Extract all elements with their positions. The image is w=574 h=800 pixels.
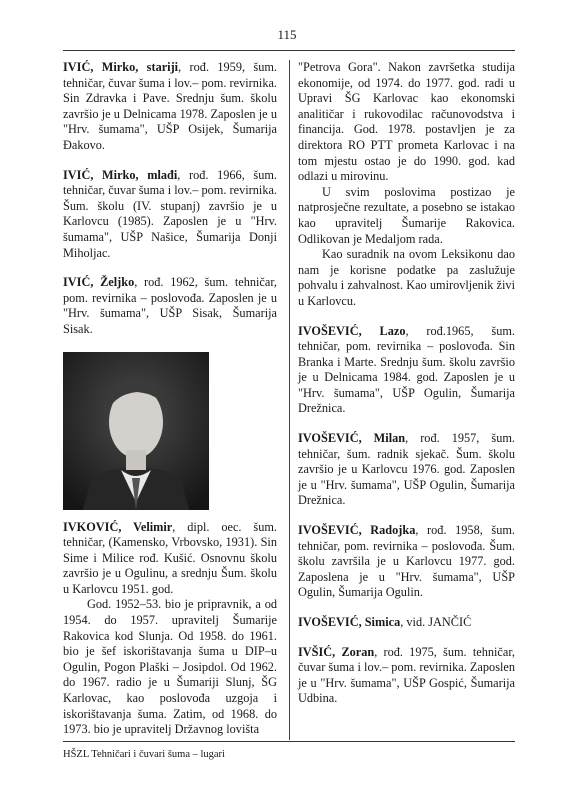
entry-ivosevic-radojka	[298, 523, 515, 601]
entry-body: , rođ.1965, šum. tehničar, pom. revirnika – poslovođa. Sin Branka i Marte. Srednju šum. školu završio je u Delnicama 1984. god. Zaposlen je u "Hrv. šumama", UŠP Ogulin, Šumarija Drežnica.	[298, 323, 515, 416]
paragraph: U svim poslovima postizao je natprosječne rezultate, a posebno se istakao kao upravitelj Šumarije Rakovica. Odlikovan je Medaljom rada.	[298, 184, 515, 246]
footer-rule	[63, 741, 515, 742]
entry-ivosevic-simica	[298, 615, 515, 631]
entry-ivkovic-velimir	[63, 520, 277, 738]
entry-heading: IVIĆ, Željko	[63, 275, 135, 290]
entry-heading: IVOŠEVIĆ, Milan	[298, 431, 406, 446]
portrait-image	[63, 352, 209, 510]
entry-heading: IVOŠEVIĆ, Radojka	[298, 523, 416, 538]
entry-body: , dipl. oec. šum. tehničar, (Kamensko, Vrbovsko, 1931). Sin Sime i Milice rođ. Kušić. Osnovnu školu završio je u Ogulinu, a srednju Šum. školu u Karlovcu 1951. god.	[63, 519, 277, 596]
page-number: 115	[277, 27, 297, 42]
entry-body: , rođ. 1962, šum. tehničar, pom. revirnika – poslovođa. Zaposlen je u "Hrv. šumama", UŠP Sisak, Šumarija Sisak.	[63, 275, 277, 336]
entry-heading: IVŠIĆ, Zoran	[298, 644, 375, 659]
entry-heading: IVIĆ, Mirko, mlađi	[63, 167, 178, 182]
footer-text: HŠZL Tehničari i čuvari šuma – lugari	[63, 749, 225, 760]
right-column	[298, 60, 515, 721]
paragraph: "Petrova Gora". Nakon završetka studija ekonomije, od 1974. do 1977. god. radi u Upravi ŠG Karlovac kao ekonomski analitičar i rukovodilac računovodstva i financija. God. 1978. postavljen je za direktora RO PTT prometa Karlovac i na tom mjestu ostao je do 1990. god. kad odlazi u mirovinu.	[298, 60, 515, 184]
portrait-photo	[63, 352, 209, 510]
column-divider	[289, 60, 290, 740]
entry-ivkovic-velimir-continued	[298, 60, 515, 310]
entry-body-continued: God. 1952–53. bio je pripravnik, a od 1954. do 1957. upravitelj Šumarije Rakovica kod Slunja. Od 1958. do 1961. bio je šef iskorištavanja šuma u DIP–u Ogulin, Pogon Plaški – Josipdol. Od 1962. do 1967. radio je u Šumariji Slunj, ŠG Karlovac, kao poslovođa uzgoja i iskorištavanja šuma. Zatim, od 1968. do 1973. bio je upravitelj Državnog lovišta	[63, 597, 277, 737]
left-column	[63, 60, 277, 752]
entry-ivic-zeljko	[63, 275, 277, 337]
entry-heading: IVIĆ, Mirko, stariji	[63, 60, 179, 74]
paragraph: Kao suradnik na ovom Leksikonu dao nam je korisne podatke pa zaslužuje pohvalu i zahvalnost. Kao umirovljenik živi u Karlovcu.	[298, 247, 515, 308]
entry-ivosevic-milan	[298, 431, 515, 509]
entry-heading: IVOŠEVIĆ, Simica	[298, 615, 401, 629]
entry-ivsic-zoran	[298, 645, 515, 707]
entry-body: , rođ. 1957, šum. tehničar, šum. radnik sjekač. Šum. školu završio je u Karlovcu 1976. god. Zaposlen je u "Hrv. šumama", UŠP Ogulin, Šumarija Drežnica.	[298, 431, 515, 508]
entry-body: , rođ. 1958, šum. tehničar, pom. revirnika – poslovođa. Šum. školu završila je u Karlovcu 1977. god. Zaposlena je u "Hrv. šumama", UŠP Ogulin, Šumarija Ogulin.	[298, 523, 515, 600]
entry-heading: IVKOVIĆ, Velimir	[63, 519, 173, 534]
entry-body: , rođ. 1975, šum. tehničar, čuvar šuma i lov.– pom. revirnika. Zaposlen je u "Hrv. šumama", UŠP Gospić, Šumarija Udbina.	[298, 644, 515, 706]
entry-ivic-mirko-stariji	[63, 60, 277, 154]
entry-body: , rođ. 1959, šum. tehničar, čuvar šuma i lov.– pom. revirnika. Sin Zdravka i Pave. Srednju šum. školu završio je u Delnicama 1978. Zaposlen je u "Hrv. šumama", UŠP Osijek, Šumarija Đakovo.	[63, 60, 277, 152]
entry-ivic-mirko-mladi	[63, 168, 277, 262]
header-rule	[63, 50, 515, 51]
entry-body: , vid. JANČIĆ	[400, 615, 472, 629]
entry-heading: IVOŠEVIĆ, Lazo	[298, 323, 406, 338]
entry-ivosevic-lazo	[298, 324, 515, 418]
entry-body: , rođ. 1966, šum. tehničar, čuvar šuma i lov.– pom. revirnika. Šum. školu (IV. stupanj) završio je u Karlovcu (1985). Zaposlen je u "Hrv. šumama", UŠP Našice, Šumarija Donji Miholjac.	[63, 167, 277, 260]
